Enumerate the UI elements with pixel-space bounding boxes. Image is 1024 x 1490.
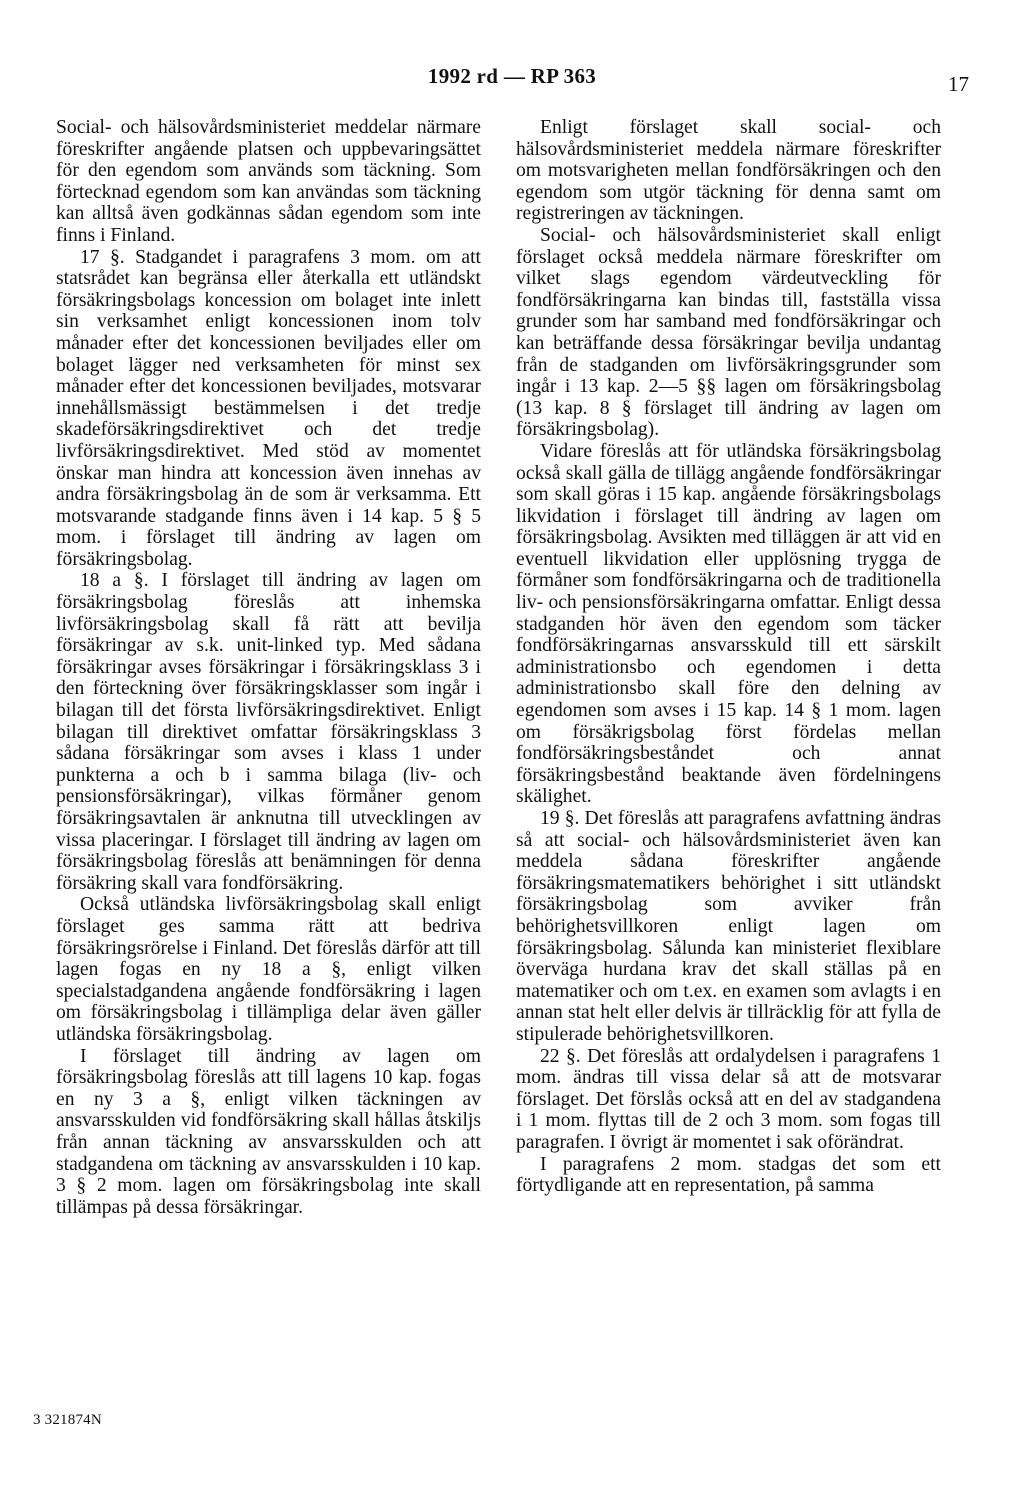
paragraph: Social- och hälsovårdsministeriet skall enligt förslaget också meddela närmare föreskrifter om vilket slags egendom värdeutveckling för fondförsäkringarna kan bindas till, fastställa vissa grunder som har samband med fondförsäkringar och kan beträffande dessa försäkringar bevilja undantag från de stadganden om livförsäkringsgrunder som ingår i 13 kap. 2—5 §§ lagen om försäkringsbolag (13 kap. 8 § förslaget till ändring av lagen om försäkringsbolag). xyxy=(516,224,941,441)
paragraph-section-22: 22 §. Det föreslås att ordalydelsen i paragrafens 1 mom. ändras till vissa delar så att de motsvarar förslaget. Det förslås också att en del av stadgandena i 1 mom. flyttas till de 2 och 3 mom. som fogas till paragrafen. I övrigt är momentet i sak oförändrat. xyxy=(516,1045,941,1153)
paragraph: Vidare föreslås att för utländska försäkringsbolag också skall gälla de tillägg angående fondförsäkringar som skall göras i 15 kap. angående försäkringsbolags likvidation i förslaget till ändring av lagen om försäkringsbolag. Avsikten med tilläggen är att vid en eventuell likvidation eller upplösning trygga de förmåner som fondförsäkringarna och de traditionella liv- och pensionsförsäkringarna omfattar. Enligt dessa stadganden hör även den egendom som täcker fondförsäkringarnas ansvarsskuld till ett särskilt administrationsbo och egendomen i detta administrationsbo skall före den delning av egendomen som avses i 15 kap. 14 § 1 mom. lagen om försäkrigsbolag först fördelas mellan fondförsäkringsbeståndet och annat försäkringsbestånd beaktande även fördelningens skälighet. xyxy=(516,440,941,808)
paragraph: Också utländska livförsäkringsbolag skall enligt förslaget ges samma rätt att bedriva försäkringsrörelse i Finland. Det föreslås därför att till lagen fogas en ny 18 a §, enligt vilken specialstadgandena angående fondförsäkring i lagen om försäkringsbolag i tillämpliga delar även gäller utländska försäkringsbolag. xyxy=(56,894,481,1045)
paragraph-section-18a: 18 a §. I förslaget till ändring av lagen om försäkringsbolag föreslås att inhemska livförsäkringsbolag skall få rätt att bevilja försäkringar av s.k. unit-linked typ. Med sådana försäkringar avses försäkringar i försäkringsklass 3 i den förteckning över försäkringsklasser som ingår i bilagan till det första livförsäkringsdirektivet. Enligt bilagan till direktivet omfattar försäkringsklass 3 sådana försäkringar som avses i klass 1 under punkterna a och b i samma bilaga (liv- och pensionsförsäkringar), vilkas förmåner genom försäkringsavtalen är anknutna till utvecklingen av vissa placeringar. I förslaget till ändring av lagen om försäkringsbolag föreslås att benämningen för denna försäkring skall vara fondförsäkring. xyxy=(56,570,481,894)
left-column xyxy=(56,117,481,1218)
paragraph: Enligt förslaget skall social- och hälsovårdsministeriet meddela närmare föreskrifter om motsvarigheten mellan fondförsäkringen och den egendom som utgör täckning för denna samt om registreringen av täckningen. xyxy=(516,117,941,225)
page-header xyxy=(0,64,1024,100)
right-column xyxy=(516,117,941,1197)
paragraph-section-19: 19 §. Det föreslås att paragrafens avfattning ändras så att social- och hälsovårdsministeriet även kan meddela sådana föreskrifter angående försäkringsmatematikers behörighet i sitt utländskt försäkringsbolag som avviker från behörighetsvillkoren enligt lagen om försäkringsbolag. Sålunda kan ministeriet flexiblare överväga hurdana krav det skall ställas på en matematiker och om t.ex. en examen som avlagts i en annan stat helt eller delvis är tillräcklig för att fylla de stipulerade behörighetsvillkoren. xyxy=(516,808,941,1045)
print-code: 3 321874N xyxy=(33,1412,102,1428)
paragraph: Social- och hälsovårdsministeriet meddelar närmare föreskrifter angående platsen och uppbevaringsättet för den egendom som används som täckning. Som förtecknad egendom som kan användas som täckning kan alltså även godkännas sådan egendom som inte finns i Finland. xyxy=(56,117,481,246)
document-title: 1992 rd — RP 363 xyxy=(427,64,597,88)
page-number: 17 xyxy=(948,72,969,96)
paragraph: I förslaget till ändring av lagen om försäkringsbolag föreslås att till lagens 10 kap. fogas en ny 3 a §, enligt vilken täckningen av ansvarsskulden vid fondförsäkring skall hållas åtskiljs från annan täckning av ansvarsskulden och att stadgandena om täckning av ansvarsskulden i 10 kap. 3 § 2 mom. lagen om försäkringsbolag inte skall tillämpas på dessa försäkringar. xyxy=(56,1045,481,1218)
paragraph-section-17: 17 §. Stadgandet i paragrafens 3 mom. om att statsrådet kan begränsa eller återkalla ett utländskt försäkringsbolags koncession om bolaget inte inlett sin verksamhet enligt koncessionen inom tolv månader efter det koncessionen beviljades eller om bolaget lägger ned verksamheten för minst sex månader efter det koncessionen beviljades, motsvarar innehållsmässigt bestämmelsen i det tredje skadeförsäkringsdirektivet och det tredje livförsäkringsdirektivet. Med stöd av momentet önskar man hindra att koncession även innehas av andra försäkringsbolag än de som är verksamma. Ett motsvarande stadgande finns även i 14 kap. 5 § 5 mom. i förslaget till ändring av lagen om försäkringsbolag. xyxy=(56,246,481,570)
paragraph: I paragrafens 2 mom. stadgas det som ett förtydligande att en representation, på samma xyxy=(516,1153,941,1197)
